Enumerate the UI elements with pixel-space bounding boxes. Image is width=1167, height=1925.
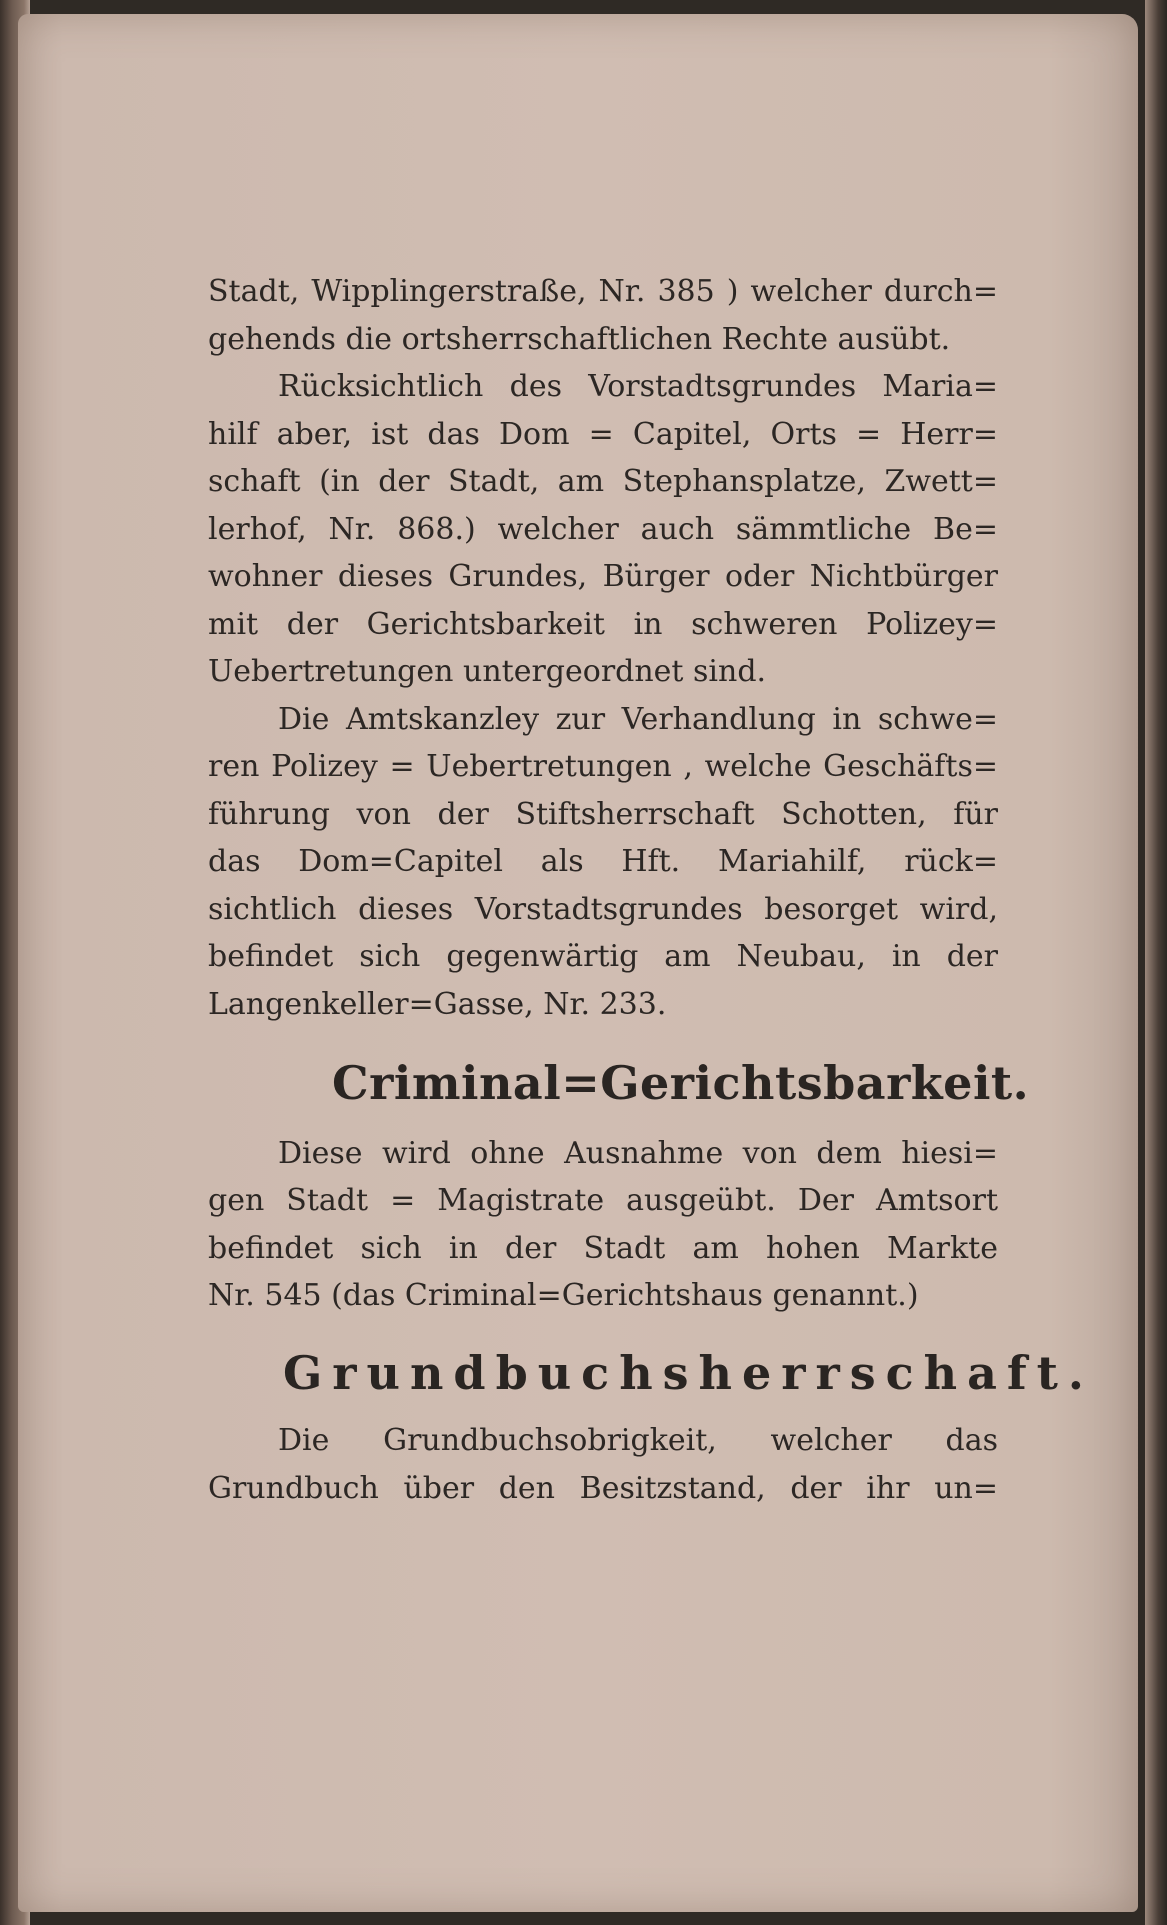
text-line: Uebertretungen untergeordnet sind. [208, 654, 767, 689]
paragraph-continuation [208, 268, 998, 363]
text-line: schaft (in der Stadt, am Stephansplatze, Zwett= [208, 464, 998, 499]
paragraph-mariahilf [208, 363, 998, 696]
text-line: führung von der Stiftsherrschaft Schotten, für [208, 796, 998, 832]
text-line: Nr. 545 (das Criminal=Gerichtshaus genannt.) [208, 1278, 919, 1313]
text-line: lerhof, Nr. 868.) welcher auch sämmtliche Be= [208, 511, 998, 547]
text-line: befindet sich gegenwärtig am Neubau, in der [208, 939, 998, 974]
text-line: gehends die ortsherrschaftlichen Rechte ausübt. [208, 321, 951, 357]
text-line: Die Grundbuchsobrigkeit, welcher das [278, 1423, 998, 1458]
section-heading-criminal: Criminal=Gerichtsbarkeit. [332, 1056, 1030, 1110]
text-line: gen Stadt = Magistrate ausgeübt. Der Amtsort [208, 1183, 998, 1218]
section-heading-grundbuch: Grundbuchsherrschaft. [283, 1345, 1094, 1400]
paragraph-amtskanzley [208, 696, 998, 1029]
paragraph-criminal [208, 1130, 998, 1320]
paragraph-grundbuch [208, 1417, 998, 1512]
text-line: Rücksichtlich des Vorstadtsgrundes Maria= [278, 369, 998, 404]
page-stack-edge [1145, 0, 1167, 1925]
text-line: befindet sich in der Stadt am hohen Markte [208, 1230, 998, 1266]
text-line: ren Polizey = Uebertretungen , welche Geschäfts= [208, 749, 998, 784]
text-line: wohner dieses Grundes, Bürger oder Nichtbürger [208, 559, 998, 594]
text-line: Stadt, Wipplingerstraße, Nr. 385 ) welcher durch= [208, 274, 998, 309]
text-line: hilf aber, ist das Dom = Capitel, Orts = Herr= [208, 416, 998, 452]
text-line: Grundbuch über den Besitzstand, der ihr un= [208, 1470, 998, 1506]
text-line: sichtlich dieses Vorstadtsgrundes besorget wird, [208, 891, 998, 927]
text-line: Langenkeller=Gasse, Nr. 233. [208, 986, 667, 1022]
page-text [208, 268, 1094, 1512]
text-line: Die Amtskanzley zur Verhandlung in schwe= [278, 701, 998, 737]
text-line: mit der Gerichtsbarkeit in schweren Polizey= [208, 606, 998, 642]
text-line: Diese wird ohne Ausnahme von dem hiesi= [278, 1135, 998, 1171]
text-line: das Dom=Capitel als Hft. Mariahilf, rück= [208, 844, 998, 879]
